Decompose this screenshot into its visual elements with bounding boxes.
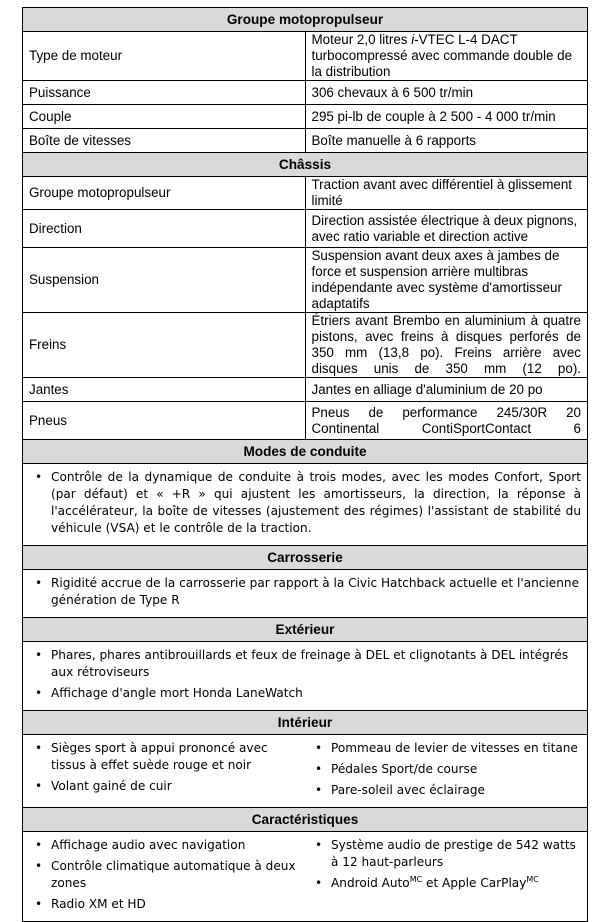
bullet-list <box>29 469 581 537</box>
spec-label: Freins <box>23 313 306 378</box>
list-item: • Contrôle climatique automatique à deux zones <box>29 858 301 892</box>
section-title-body: Carrosserie <box>23 546 588 570</box>
spec-value: Direction assistée électrique à deux pignons, avec ratio variable et direction active <box>305 210 588 248</box>
spec-label: Jantes <box>23 378 306 402</box>
specifications-table <box>22 7 588 922</box>
two-column-list <box>29 737 581 803</box>
list-item: • Phares, phares antibrouillards et feux de freinage à DEL et clignotants à DEL intégrés aux rétroviseurs <box>29 647 581 681</box>
section-title-interior: Intérieur <box>23 711 588 735</box>
spec-value: Suspension avant deux axes à jambes de force et suspension arrière multibras indépendante avec système d'amortisseur adaptatifs <box>305 248 588 313</box>
list-item: • Rigidité accrue de la carrosserie par rapport à la Civic Hatchback actuelle et l'ancienne génération de Type R <box>29 575 581 609</box>
section-header-row <box>23 440 588 464</box>
spec-label: Boîte de vitesses <box>23 129 306 153</box>
list-item-text: Android Auto <box>331 876 410 890</box>
spec-label: Puissance <box>23 81 306 105</box>
list-item: • Système audio de prestige de 542 watts à 12 haut-parleurs <box>309 837 581 871</box>
list-item: • Pédales Sport/de course <box>309 761 581 778</box>
section-title-powertrain: Groupe motopropulseur <box>23 8 588 32</box>
spec-row <box>23 32 588 81</box>
bullet-row <box>23 832 588 922</box>
list-item: • Pommeau de levier de vitesses en titane <box>309 740 581 757</box>
interior-cell <box>23 735 588 808</box>
spec-value: Traction avant avec différentiel à glissement limité <box>305 177 588 210</box>
bullet-list-left <box>29 834 309 917</box>
spec-row <box>23 402 588 440</box>
section-header-row <box>23 8 588 32</box>
spec-value: Pneus de performance 245/30R 20 Continental ContiSportContact 6 <box>305 402 588 440</box>
exterior-cell <box>23 642 588 711</box>
spec-value: Jantes en alliage d'aluminium de 20 po <box>305 378 588 402</box>
bullet-row <box>23 464 588 546</box>
body-cell <box>23 570 588 618</box>
list-item: • Affichage audio avec navigation <box>29 837 301 854</box>
list-item: • Sièges sport à appui prononcé avec tissus à effet suède rouge et noir <box>29 740 301 774</box>
section-header-row <box>23 711 588 735</box>
bullet-list-right <box>309 737 581 803</box>
list-item: • Pare-soleil avec éclairage <box>309 782 581 799</box>
spec-label: Suspension <box>23 248 306 313</box>
spec-value <box>305 32 588 81</box>
spec-value: 306 chevaux à 6 500 tr/min <box>305 81 588 105</box>
bullet-list <box>29 647 581 702</box>
section-header-row <box>23 618 588 642</box>
two-column-list <box>29 834 581 917</box>
spec-row <box>23 313 588 378</box>
section-title-features: Caractéristiques <box>23 808 588 832</box>
bullet-list <box>29 575 581 609</box>
driving-modes-cell <box>23 464 588 546</box>
spec-row <box>23 177 588 210</box>
features-cell <box>23 832 588 922</box>
spec-value-part: Moteur 2,0 litres <box>311 32 412 47</box>
spec-row <box>23 105 588 129</box>
spec-row <box>23 210 588 248</box>
spec-value: Boîte manuelle à 6 rapports <box>305 129 588 153</box>
spec-value: 295 pi-lb de couple à 2 500 - 4 000 tr/min <box>305 105 588 129</box>
trademark-mark: MC <box>409 874 423 884</box>
list-item: • Volant gainé de cuir <box>29 778 301 795</box>
spec-value: Étriers avant Brembo en aluminium à quatre pistons, avec freins à disques perforés de 350 mm (13,8 po). Freins arrière avec disques unis de 350 mm (12 po). <box>305 313 588 378</box>
list-item-text: et Apple CarPlay <box>422 876 527 890</box>
spec-label: Direction <box>23 210 306 248</box>
list-item: • Affichage d'angle mort Honda LaneWatch <box>29 685 581 702</box>
spec-row <box>23 81 588 105</box>
section-title-exterior: Extérieur <box>23 618 588 642</box>
section-title-chassis: Châssis <box>23 153 588 177</box>
trademark-mark: MC <box>526 874 539 884</box>
bullet-row <box>23 735 588 808</box>
section-header-row <box>23 153 588 177</box>
spec-label: Pneus <box>23 402 306 440</box>
spec-row <box>23 129 588 153</box>
spec-label: Type de moteur <box>23 32 306 81</box>
section-header-row <box>23 546 588 570</box>
section-title-driving-modes: Modes de conduite <box>23 440 588 464</box>
spec-value-italic: i <box>411 32 415 47</box>
bullet-list-right <box>309 834 581 917</box>
list-item: • Radio XM et HD <box>29 896 301 913</box>
bullet-list-left <box>29 737 309 803</box>
bullet-row <box>23 642 588 711</box>
spec-row <box>23 378 588 402</box>
spec-label: Groupe motopropulseur <box>23 177 306 210</box>
spec-value-part: -VTEC L-4 DACT turbocompressé avec commande double de la distribution <box>311 32 573 79</box>
list-item: • Contrôle de la dynamique de conduite à trois modes, avec les modes Confort, Sport (par défaut) et « +R » qui ajustent les amortisseurs, la direction, la réponse à l'accélérateur, la boîte de vitesses (ajustement des régimes) l'assistant de stabilité du véhicule (VSA) et le contrôle de la traction. <box>29 469 581 537</box>
spec-row <box>23 248 588 313</box>
bullet-row <box>23 570 588 618</box>
spec-label: Couple <box>23 105 306 129</box>
section-header-row <box>23 808 588 832</box>
